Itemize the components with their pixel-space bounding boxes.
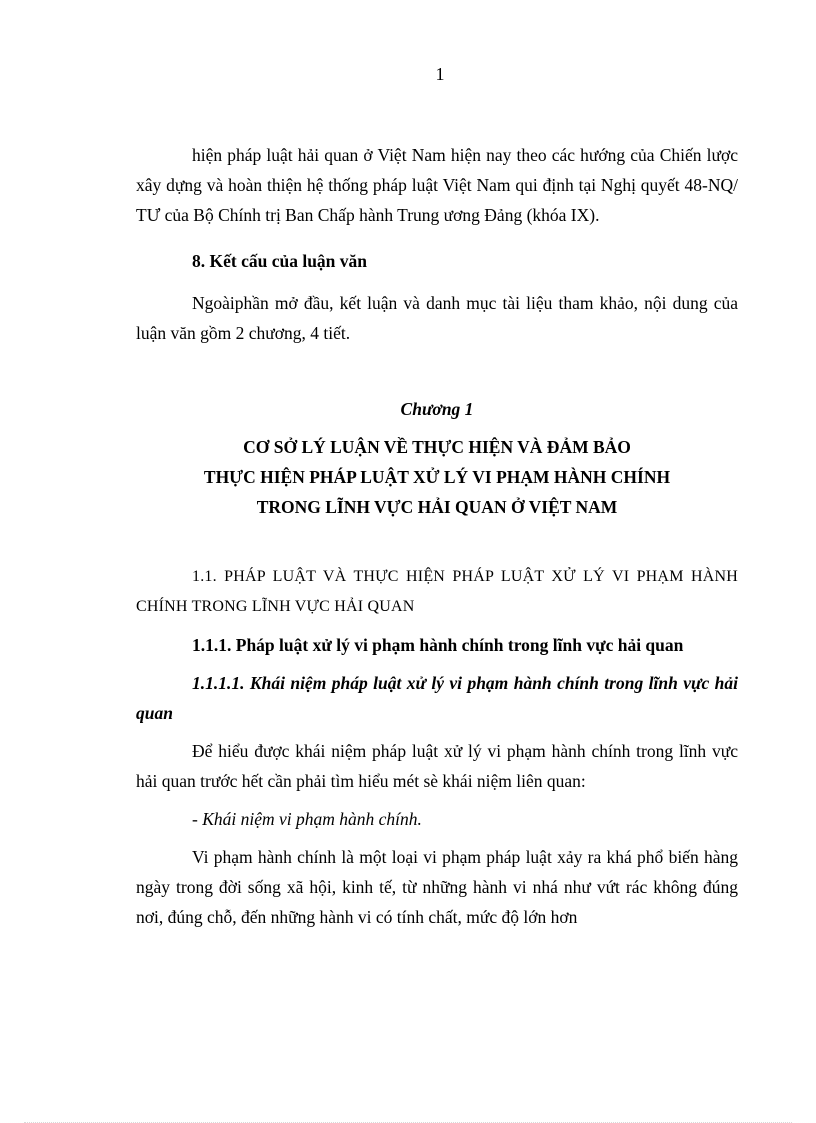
intro-paragraph: hiện pháp luật hải quan ở Việt Nam hiện nay theo các hướng của Chiến lược xây dựng và hoàn thiện hệ thống pháp luật Việt Nam qui định tại Nghị quyết 48-NQ/ TƯ của Bộ Chính trị Ban Chấp hành Trung ương Đảng (khóa IX).: [136, 145, 738, 225]
section8-heading: 8. Kết cấu của luận văn: [192, 251, 368, 271]
chapter-title-line: TRONG LĨNH VỰC HẢI QUAN Ở VIỆT NAM: [256, 497, 618, 517]
chapter-title: [136, 432, 738, 522]
section-1-1-1-heading: 1.1.1. Pháp luật xử lý vi phạm hành chính trong lĩnh vực hải quan: [192, 635, 684, 655]
concept-item: [136, 804, 738, 834]
chapter-title-line: CƠ SỞ LÝ LUẬN VỀ THỰC HIỆN VÀ ĐẢM BẢO: [243, 437, 631, 457]
section8-paragraph: Ngoàiphần mở đầu, kết luận và danh mục tài liệu tham khảo, nội dung của luận văn gồm 2 chương, 4 tiết.: [136, 293, 738, 343]
section-1-1-heading: 1.1. PHÁP LUẬT VÀ THỰC HIỆN PHÁP LUẬT XỬ LÝ VI PHẠM HÀNH CHÍNH TRONG LĨNH VỰC HẢI QUAN: [136, 568, 738, 615]
page-number: 1: [435, 64, 445, 84]
chapter-title-line: THỰC HIỆN PHÁP LUẬT XỬ LÝ VI PHẠM HÀNH CHÍNH: [203, 467, 671, 487]
section-1-1-1-1-heading: 1.1.1.1. Khái niệm pháp luật xử lý vi phạm hành chính trong lĩnh vực hải quan: [136, 673, 738, 723]
violation-paragraph: Vi phạm hành chính là một loại vi phạm pháp luật xảy ra khá phổ biến hàng ngày trong đời sống xã hội, kinh tế, từ những hành vi nhá như vứt rác không đúng nơi, đúng chỗ, đến những hành vi có tính chất, mức độ lớn hơn: [136, 847, 738, 927]
page-content: [136, 140, 738, 932]
concept-item-text: - Khái niệm vi phạm hành chính.: [192, 809, 422, 829]
concept-paragraph: Để hiểu được khái niệm pháp luật xử lý vi phạm hành chính trong lĩnh vực hải quan trước hết cần phải tìm hiểu mét sè khái niệm liên quan:: [136, 741, 738, 791]
chapter-label: Chương 1: [400, 399, 474, 419]
